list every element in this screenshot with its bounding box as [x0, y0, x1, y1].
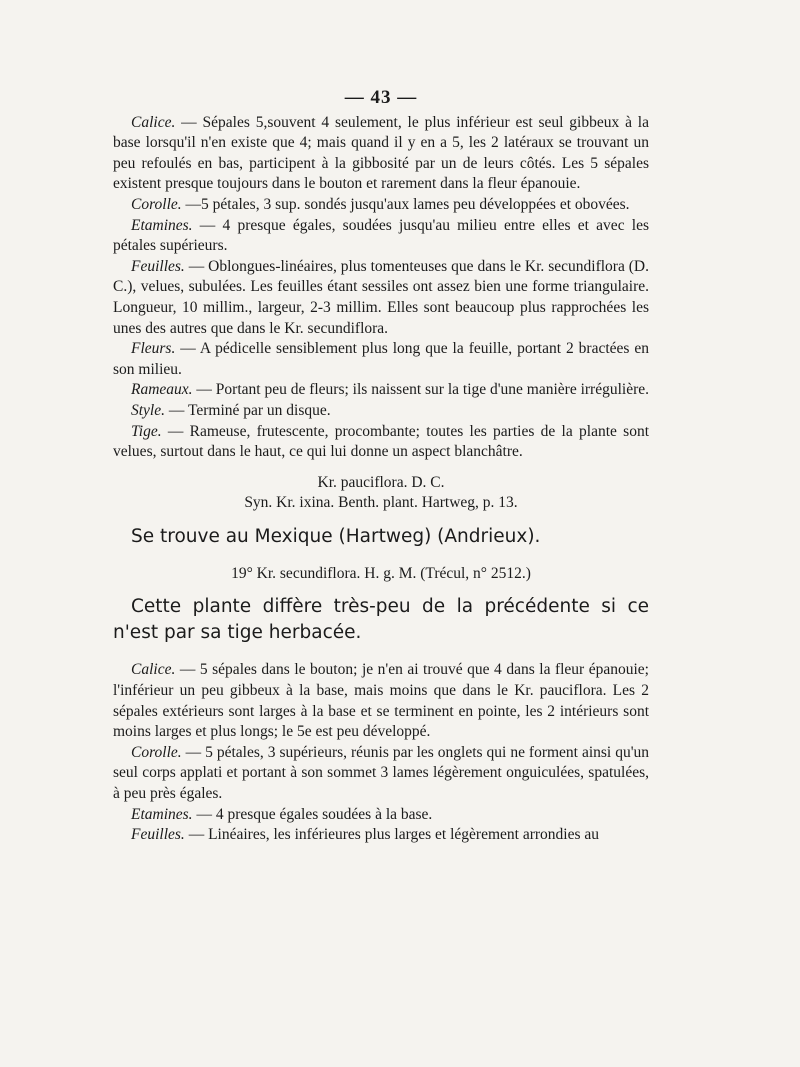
paragraph-label: Tige. — [131, 422, 162, 440]
paragraph — [113, 743, 649, 805]
paragraph — [113, 113, 649, 195]
species-locality: Se trouve au Mexique (Hartweg) (Andrieux). — [131, 525, 541, 547]
paragraph-label: Style. — [131, 401, 165, 419]
paragraph — [113, 380, 649, 401]
paragraph-label: Fleurs. — [131, 340, 176, 358]
paragraph-text: — Rameuse, frutescente, procombante; toutes les parties de la plante sont velues, surtout dans le haut, ce qui lui donne un aspect blanchâtre. — [113, 422, 649, 461]
species-heading: 19° Kr. secundiflora. H. g. M. (Trécul, n° 2512.) — [231, 564, 531, 582]
paragraph-label: Corolle. — [131, 195, 182, 213]
paragraph — [113, 195, 649, 216]
paragraph — [113, 422, 649, 463]
paragraph — [113, 805, 649, 826]
paragraph-label: Etamines. — [131, 805, 193, 823]
description-block — [113, 660, 649, 845]
paragraph — [113, 257, 649, 339]
paragraph-label: Corolle. — [131, 743, 182, 761]
paragraph-text: — Linéaires, les inférieures plus larges et légèrement arrondies au — [184, 826, 599, 844]
paragraph-label: Etamines. — [131, 216, 193, 234]
paragraph-text: — Terminé par un disque. — [165, 401, 331, 419]
paragraph — [113, 825, 649, 846]
paragraph-text: — 4 presque égales soudées à la base. — [192, 805, 433, 823]
page-text — [113, 88, 649, 846]
paragraph-text: — A pédicelle sensiblement plus long que la feuille, portant 2 bractées en son milieu. — [113, 340, 649, 378]
paragraph-text: — 4 presque égales, soudées jusqu'au milieu entre elles et avec les pétales supérieurs. — [113, 216, 649, 255]
paragraph-text: — Sépales 5,souvent 4 seulement, le plus inférieur est seul gibbeux à la base lorsqu'il n'en existe que 4; mais quand il y en a 5, les 2 latéraux se trouvant un peu refoulés en bas, participent à la gibbosité par un de leurs côtés. Les 5 sépales existent presque toujours dans le bouton et rarement dans la fleur épanouie. — [113, 113, 649, 193]
paragraph-text: — Oblongues-linéaires, plus tomenteuses que dans le Kr. secundiflora (D. C.), velues, subulées. Les feuilles étant sessiles ont assez bien une forme triangulaire. Longueur, 10 millim., largeur, 2-3 millim. Elles sont beaucoup plus rapprochées les unes des autres que dans le Kr. secundiflora. — [113, 257, 649, 337]
paragraph — [113, 339, 649, 380]
paragraph-label: Feuilles. — [131, 826, 185, 844]
paragraph-label: Calice. — [131, 661, 176, 679]
paragraph-label: Calice. — [131, 113, 176, 131]
paragraph-label: Rameaux. — [131, 381, 193, 399]
paragraph-text: — 5 pétales, 3 supérieurs, réunis par les onglets qui ne forment ainsi qu'un seul corps applati et portant à son sommet 3 lames légèrement onguiculées, spatulées, à peu près égales. — [113, 743, 649, 803]
species-name: Kr. pauciflora. D. C. — [317, 473, 445, 491]
paragraph-text: — Portant peu de fleurs; ils naissent sur la tige d'une manière irrégulière. — [192, 381, 650, 399]
paragraph — [113, 660, 649, 742]
species-synonym: Syn. Kr. ixina. Benth. plant. Hartweg, p. 13. — [244, 494, 518, 512]
paragraph — [113, 216, 649, 257]
paragraph-label: Feuilles. — [131, 257, 185, 275]
species-note: Cette plante diffère très-peu de la précédente si ce n'est par sa tige herbacée. — [113, 596, 649, 644]
page-number: — 43 — — [344, 87, 418, 108]
paragraph-text: —5 pétales, 3 sup. sondés jusqu'aux lames peu développées et obovées. — [181, 195, 630, 213]
paragraph — [113, 401, 649, 422]
paragraph-text: — 5 sépales dans le bouton; je n'en ai trouvé que 4 dans la fleur épanouie; l'inférieur un peu gibbeux à la base, mais moins que dans le Kr. pauciflora. Les 2 sépales extérieurs sont larges à la base et se terminent en pointe, les 2 intérieurs sont moins larges et plus longs; le 5e est peu développé. — [113, 661, 649, 741]
